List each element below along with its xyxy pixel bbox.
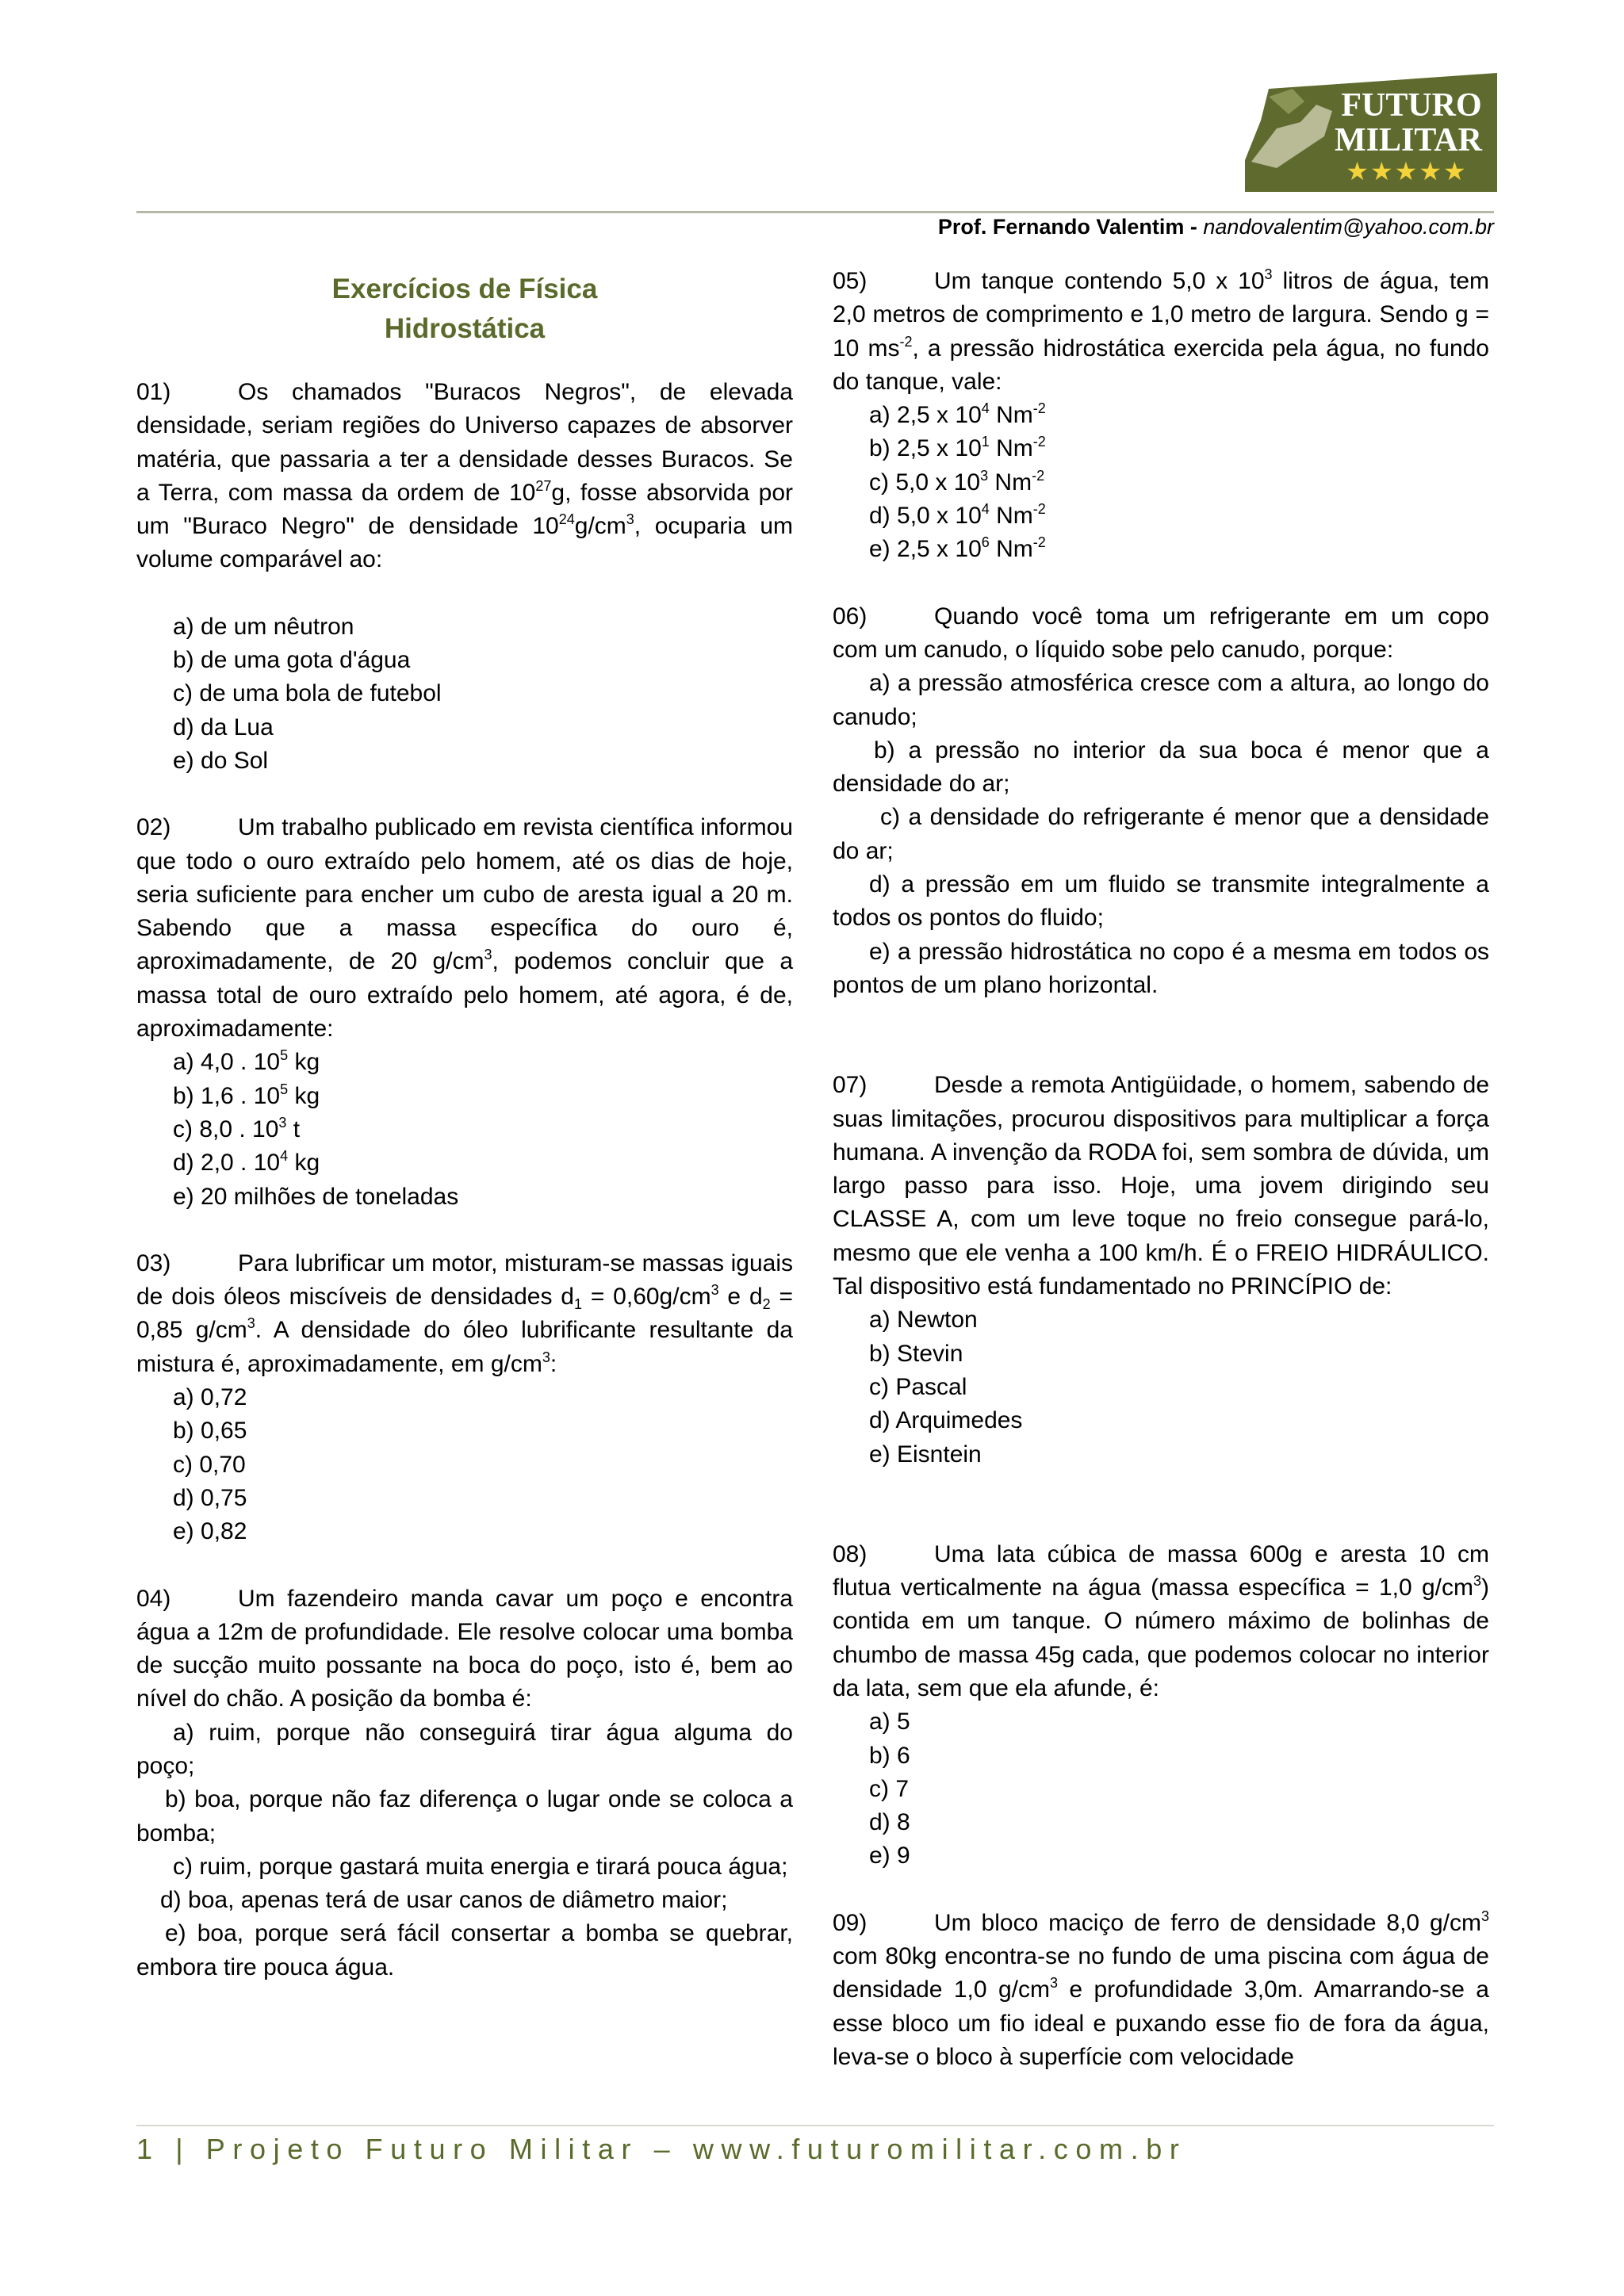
exponent: 27 (535, 477, 552, 494)
question-01 (136, 376, 793, 778)
option-c: c) Pascal (869, 1373, 967, 1400)
logo-stars: ★★★★★ (1346, 156, 1468, 186)
exponent: 3 (278, 1114, 287, 1131)
question-08 (833, 1538, 1489, 1873)
option-b: b) a pressão no interior da sua boca é menor que a densidade do ar; (833, 737, 1489, 798)
question-01-stem (136, 376, 793, 577)
question-07 (833, 1069, 1489, 1471)
stem-text: Desde a remota Antigüidade, o homem, sabendo de suas limitações, procurou dispositivos para multiplicar a força humana. A invenção da RODA foi, sem sombra de dúvida, um largo passo para isso. Hoje, uma jovem dirigindo seu CLASSE A, com um leve toque no freio consegue pará-lo, mesmo que ele venha a 100 km/h. É o FREIO HIDRÁULICO. Tal dispositivo está fundamentado no PRINCÍPIO de: (833, 1072, 1489, 1300)
question-09-number: 09) (833, 1909, 868, 1936)
exponent: -2 (899, 333, 913, 350)
question-06-stem (833, 600, 1489, 668)
subscript: 2 (762, 1296, 771, 1313)
stem-text: g, fosse absorvida por um "Buraco Negro" de densidade 10 (136, 479, 793, 540)
option-text: d) 5,0 x 10 (869, 503, 982, 530)
left-column (136, 266, 793, 1984)
option-text: kg (288, 1082, 320, 1109)
option-c: c) a densidade do refrigerante é menor que a densidade do ar; (833, 804, 1489, 864)
option-b: b) 6 (869, 1742, 910, 1769)
logo-text-militar: MILITAR (1335, 122, 1482, 159)
option-text: b) 1,6 . 10 (173, 1082, 281, 1109)
option-c: c) 0,70 (173, 1451, 246, 1478)
option-c: c) ruim, porque gastará muita energia e tirará pouca água; (173, 1853, 788, 1880)
option-b: b) boa, porque não faz diferença o lugar onde se coloca a bomba; (136, 1786, 793, 1846)
exponent: 24 (558, 511, 575, 528)
option-text: Nm (989, 503, 1033, 530)
exponent: 3 (542, 1349, 550, 1365)
exponent: 3 (626, 511, 634, 528)
exponent: 4 (280, 1148, 289, 1165)
option-e: e) do Sol (173, 747, 269, 774)
author-email: nandovalentim@yahoo.com.br (1203, 215, 1494, 239)
stem-text: Um tanque contendo 5,0 x 10 (934, 268, 1265, 294)
option-text: Nm (988, 469, 1032, 496)
page-title (136, 270, 793, 349)
option-d: d) 8 (869, 1809, 910, 1836)
exponent: -2 (1032, 501, 1046, 518)
exponent: -2 (1032, 434, 1046, 450)
option-text: d) 2,0 . 10 (173, 1150, 281, 1177)
right-column (833, 265, 1489, 2074)
author-name: Prof. Fernando Valentim - (937, 215, 1204, 239)
exponent: 5 (280, 1047, 289, 1064)
question-08-stem (833, 1538, 1489, 1705)
question-02-stem (136, 811, 793, 1046)
question-06 (833, 600, 1489, 1003)
option-text: Nm (989, 402, 1033, 429)
option-text: t (286, 1115, 301, 1142)
option-b: b) de uma gota d'água (173, 647, 411, 674)
exponent: 3 (484, 947, 492, 963)
option-e: e) 0,82 (173, 1518, 247, 1545)
question-07-number: 07) (833, 1072, 868, 1099)
option-text: b) 2,5 x 10 (869, 435, 982, 462)
option-b (136, 1080, 793, 1113)
header-author (938, 215, 1494, 239)
stem-text: . A densidade do óleo lubrificante resultante da mistura é, aproximadamente, em g/cm (136, 1317, 793, 1377)
exponent: 3 (1473, 1573, 1481, 1590)
stem-text: , ocuparia um volume comparável ao: (136, 513, 794, 573)
option-d: d) 0,75 (173, 1484, 247, 1511)
exponent: 3 (710, 1282, 719, 1299)
option-text: e) 2,5 x 10 (869, 536, 982, 563)
option-a: a) 5 (869, 1709, 910, 1735)
stem-text: e d (718, 1284, 763, 1311)
option-d: d) Arquimedes (869, 1407, 1023, 1434)
subscript: 1 (573, 1296, 582, 1313)
question-06-number: 06) (833, 603, 868, 629)
stem-text: Um trabalho publicado em revista científica informou que todo o ouro extraído pelo homem, até os dias de hoje, seria suficiente para encher um cubo de aresta igual a 20 m. Sabendo que a massa específica do ouro é, aproximadamente, de 20 g/cm (136, 814, 793, 975)
exponent: 3 (1264, 266, 1273, 282)
exponent: 3 (247, 1315, 255, 1332)
option-a: a) 0,72 (173, 1384, 247, 1411)
exponent: 4 (981, 501, 990, 518)
stem-text: g/cm (574, 513, 626, 540)
option-text: a) 2,5 x 10 (869, 402, 982, 429)
option-e (833, 533, 1489, 566)
stem-text: ) contida em um tanque. O número máximo de bolinhas de chumbo de massa 45g cada, que podemos colocar no interior da lata, sem que ela afunde, é: (833, 1575, 1489, 1701)
option-d: d) da Lua (173, 714, 274, 740)
stem-text: : (550, 1350, 557, 1377)
exponent: 5 (280, 1081, 289, 1097)
question-04-stem (136, 1582, 793, 1716)
exponent: -2 (1032, 467, 1045, 484)
exponent: 3 (1480, 1908, 1489, 1924)
stem-text: Um bloco maciço de ferro de densidade 8,0 g/cm (934, 1909, 1481, 1936)
option-c: c) de uma bola de futebol (173, 680, 442, 707)
option-a: a) Newton (869, 1307, 978, 1334)
option-text: Nm (989, 435, 1033, 462)
exponent: 6 (981, 534, 990, 551)
option-text: c) 8,0 . 10 (173, 1115, 279, 1142)
exponent: 3 (1049, 1975, 1058, 1992)
exponent: -2 (1032, 534, 1046, 551)
question-05 (833, 265, 1489, 567)
header-divider (136, 211, 1494, 213)
stem-text: = 0,85 g/cm (136, 1284, 794, 1344)
option-e: e) boa, porque será fácil consertar a bomba se quebrar, embora tire pouca água. (136, 1920, 793, 1980)
question-03 (136, 1247, 793, 1549)
stem-text: litros de água, tem 2,0 metros de comprimento e 1,0 metro de largura. Sendo g = 10 ms (833, 268, 1489, 362)
option-text: c) 5,0 x 10 (869, 469, 981, 496)
option-e: e) Eisntein (869, 1441, 982, 1468)
option-b (833, 432, 1489, 465)
question-02-number: 02) (136, 814, 171, 841)
option-a: a) a pressão atmosférica cresce com a altura, ao longo do canudo; (833, 670, 1489, 730)
question-05-stem (833, 265, 1489, 399)
option-e: e) 9 (869, 1843, 910, 1869)
option-d (833, 499, 1489, 533)
footer-divider (136, 2125, 1494, 2126)
stem-text: com 80kg encontra-se no fundo de uma piscina com água de densidade 1,0 g/cm (833, 1943, 1489, 2003)
question-02 (136, 811, 793, 1214)
option-text: kg (288, 1049, 320, 1076)
question-04 (136, 1582, 793, 1985)
logo-text-futuro: FUTURO (1341, 87, 1482, 124)
option-a (136, 1046, 793, 1079)
question-04-number: 04) (136, 1585, 171, 1612)
option-e: e) a pressão hidrostática no copo é a mesma em todos os pontos de um plano horizontal. (833, 938, 1489, 998)
option-text: a) 4,0 . 10 (173, 1049, 281, 1076)
option-d (136, 1146, 793, 1180)
question-01-number: 01) (136, 379, 171, 405)
stem-text: Um fazendeiro manda cavar um poço e encontra água a 12m de profundidade. Ele resolve colocar uma bomba de sucção muito possante na boca do poço, isto é, bem ao nível do chão. A posição da bomba é: (136, 1585, 793, 1712)
stem-text: = 0,60g/cm (581, 1284, 711, 1311)
exponent: 3 (980, 467, 989, 484)
stem-text: , podemos concluir que a massa total de ouro extraído pelo homem, até agora, é de, aproximadamente: (136, 948, 793, 1043)
option-b: b) Stevin (869, 1340, 963, 1367)
question-07-stem (833, 1069, 1489, 1303)
title-line-1: Exercícios de Física (331, 274, 598, 304)
option-a (833, 399, 1489, 432)
question-09-stem (833, 1907, 1489, 2074)
option-c (136, 1113, 793, 1146)
futuro-militar-logo (1245, 73, 1497, 192)
question-08-number: 08) (833, 1540, 868, 1567)
option-d: d) boa, apenas terá de usar canos de diâmetro maior; (160, 1887, 728, 1914)
stem-text: Para lubrificar um motor, misturam-se massas iguais de dois óleos miscíveis de densidades d (136, 1249, 793, 1311)
option-a: a) de um nêutron (173, 613, 354, 640)
question-03-number: 03) (136, 1249, 171, 1276)
option-c (833, 466, 1489, 499)
question-03-stem (136, 1247, 793, 1381)
option-text: kg (288, 1150, 320, 1177)
option-e: e) 20 milhões de toneladas (173, 1183, 459, 1210)
question-09 (833, 1907, 1489, 2074)
option-a: a) ruim, porque não conseguirá tirar água alguma do poço; (136, 1719, 793, 1779)
stem-text: Os chamados "Buracos Negros", de elevada densidade, seriam regiões do Universo capazes de absorver matéria, que passaria a ter a densidade desses Buracos. Se a Terra, com massa da ordem de 10 (136, 379, 793, 506)
page-footer: 1 | Projeto Futuro Militar – www.futuromilitar.com.br (136, 2133, 1187, 2165)
stem-text: Uma lata cúbica de massa 600g e aresta 10 cm flutua verticalmente na água (massa específica = 1,0 g/cm (833, 1540, 1489, 1601)
option-text: Nm (989, 536, 1033, 563)
option-c: c) 7 (869, 1775, 910, 1802)
question-05-number: 05) (833, 268, 868, 294)
option-d: d) a pressão em um fluido se transmite integralmente a todos os pontos do fluido; (833, 871, 1489, 932)
title-line-2: Hidrostática (384, 313, 546, 344)
exponent: 1 (981, 434, 990, 450)
stem-text: e profundidade 3,0m. Amarrando-se a esse bloco um fio ideal e puxando esse fio de fora da água, leva-se o bloco à superfície com velocidade (833, 1976, 1489, 2070)
logo-graphic (1245, 73, 1497, 192)
exponent: -2 (1032, 400, 1046, 417)
stem-text: , a pressão hidrostática exercida pela água, no fundo do tanque, vale: (833, 335, 1489, 395)
option-b: b) 0,65 (173, 1418, 247, 1445)
stem-text: Quando você toma um refrigerante em um copo com um canudo, o líquido sobe pelo canudo, porque: (833, 603, 1489, 663)
exponent: 4 (981, 400, 990, 417)
